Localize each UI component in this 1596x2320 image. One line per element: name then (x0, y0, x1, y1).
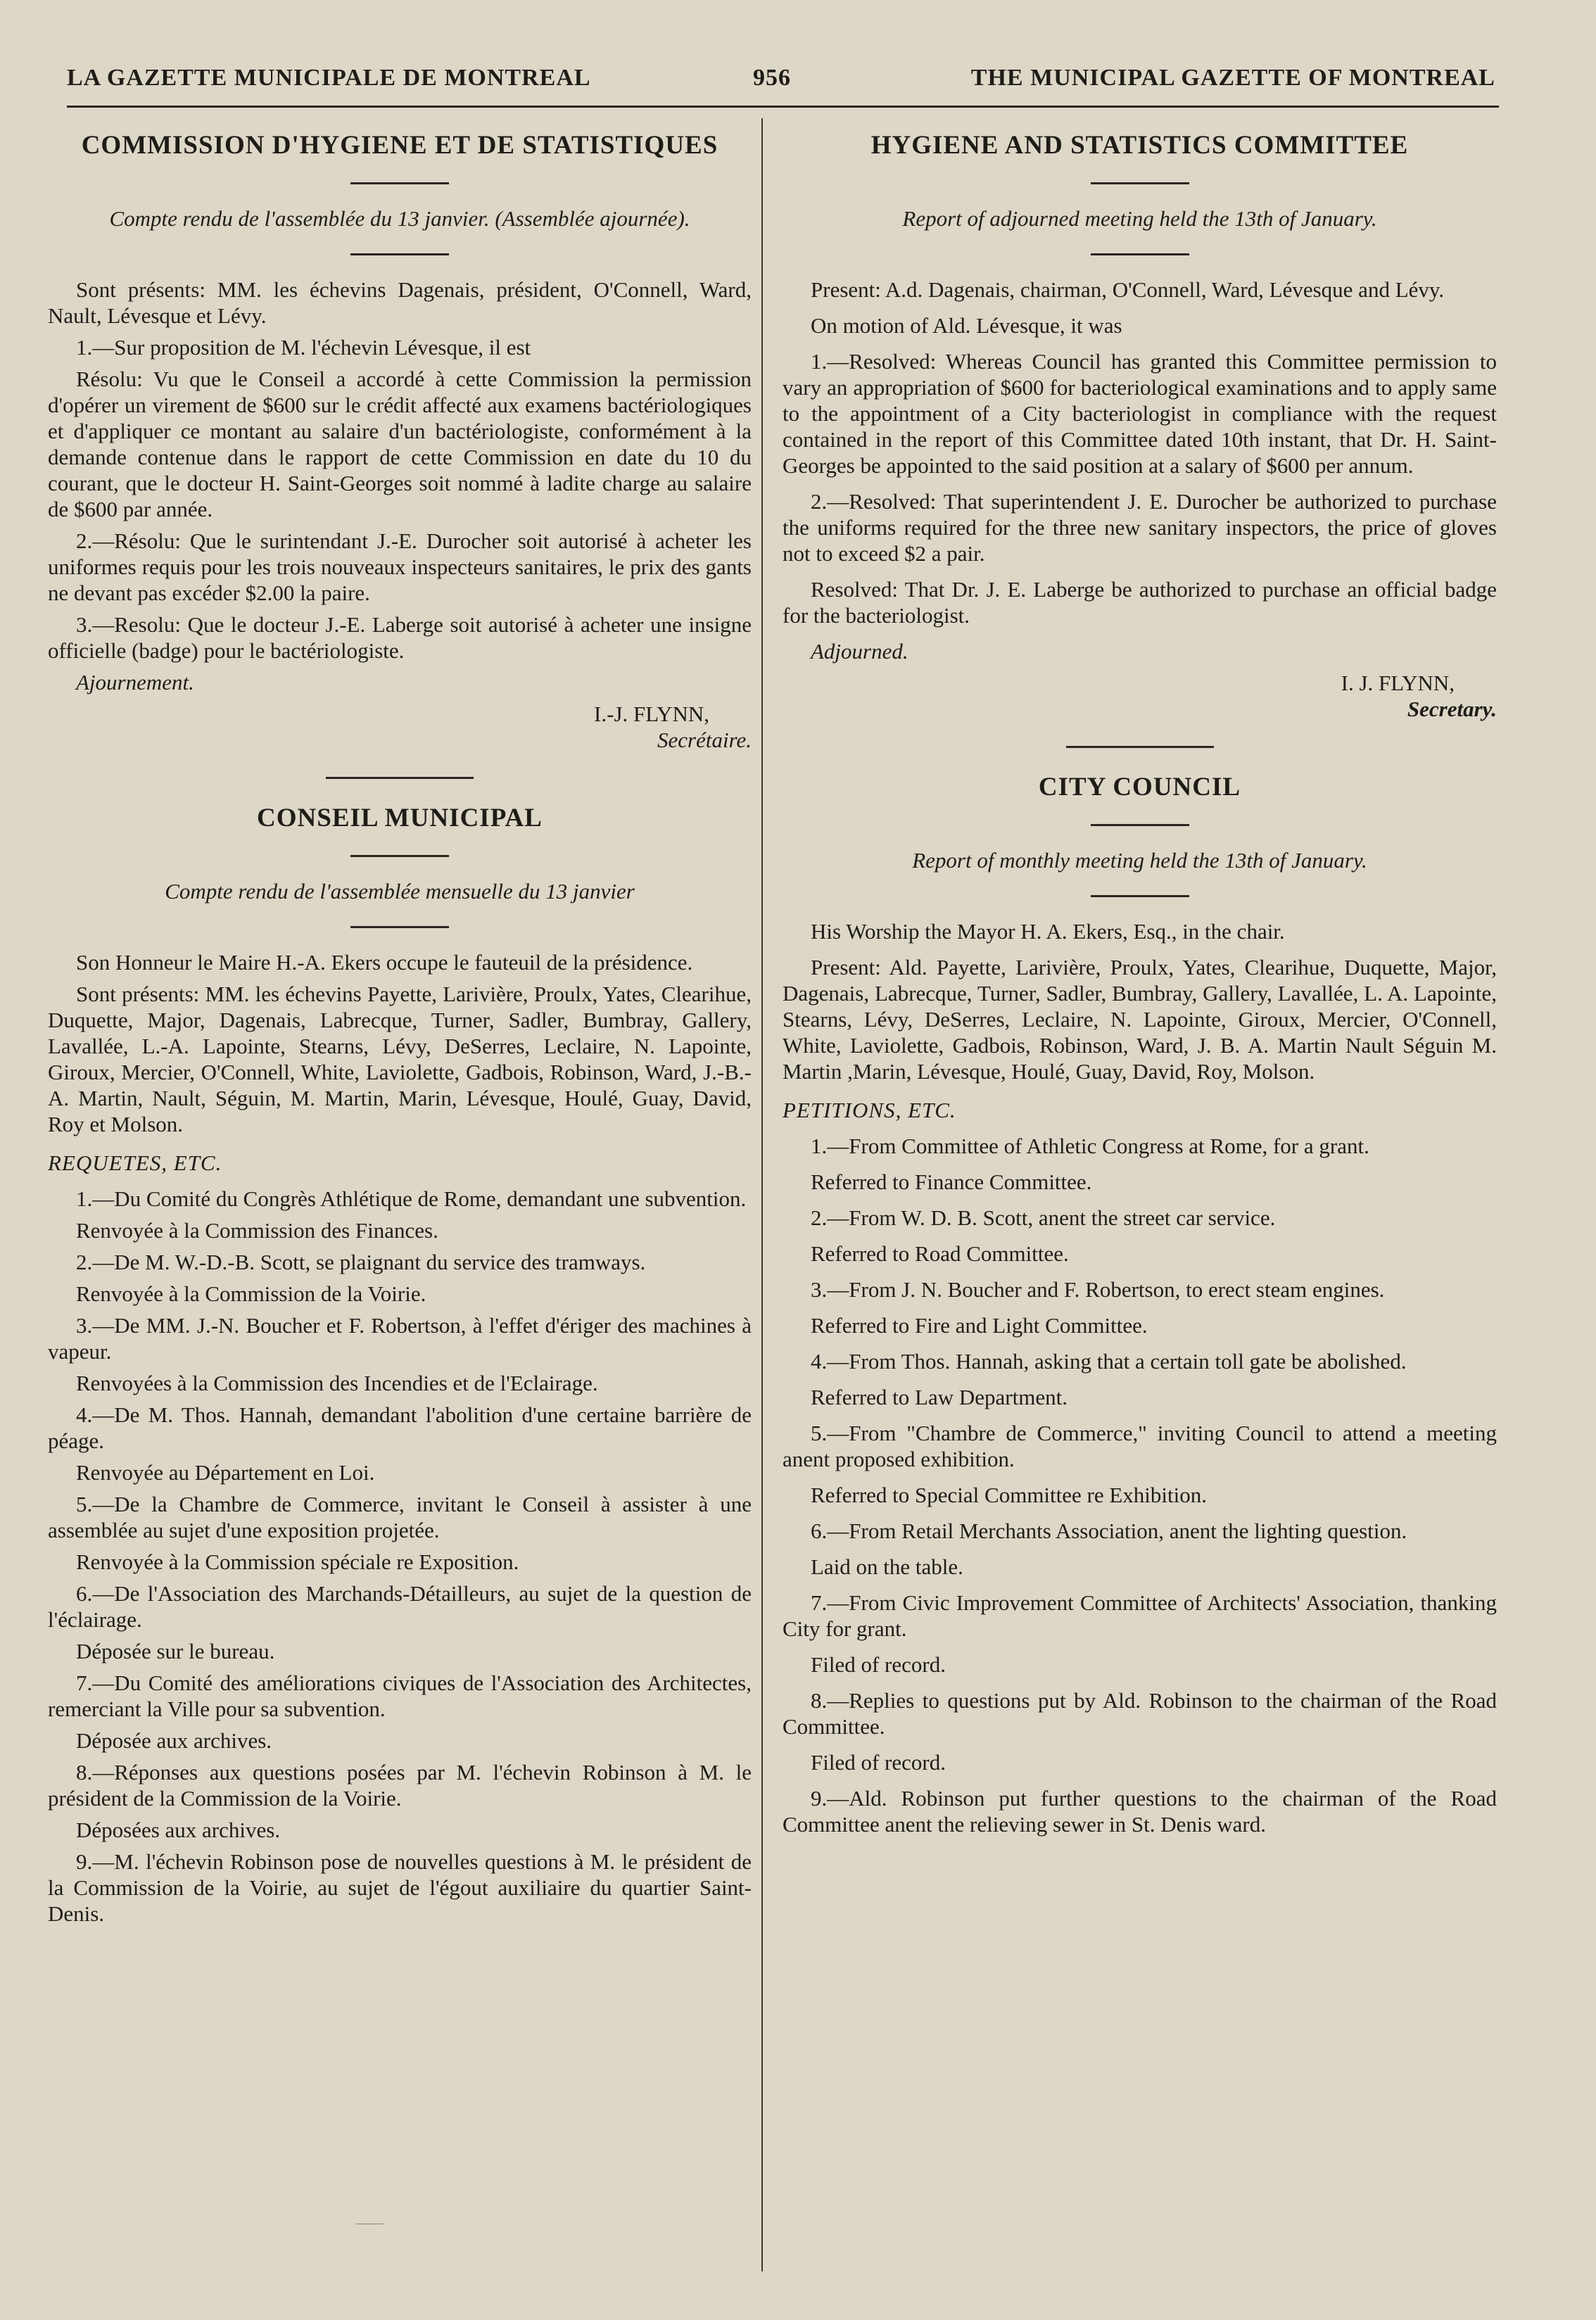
list-item: 1.—Du Comité du Congrès Athlétique de Rome, demandant une subvention. (76, 1186, 747, 1211)
paragraph: 1.—Resolved: Whereas Council has granted this Committee permission to vary an appropriation of $600 for bacteriological examinations and to apply same to the appointment of a City bacteriologist in compliance with the request contained in the report of this Committee dated 10th instant, that Dr. H. Saint-Georges be appointed to the said position at a salary of $600 per annum. (783, 349, 1497, 478)
paragraph: Sont présents: MM. les échevins Dagenais, président, O'Connell, Ward, Nault, Lévesque et Lévy. (48, 277, 752, 328)
section-rule (1091, 895, 1189, 897)
paragraph: On motion of Ald. Lévesque, it was (811, 313, 1122, 338)
section-rule (350, 182, 449, 184)
list-item: Referred to Road Committee. (811, 1241, 1069, 1266)
signature-title: Secrétaire. (657, 728, 752, 752)
list-item: 2.—From W. D. B. Scott, anent the street car service. (811, 1205, 1276, 1230)
list-item: 4.—De M. Thos. Hannah, demandant l'abolition d'une certaine barrière de péage. (48, 1402, 752, 1453)
section-subtitle-council-en: Report of monthly meeting held the 13th of January. (912, 848, 1367, 873)
list-item: Renvoyée au Département en Loi. (76, 1460, 375, 1485)
list-item: 9.—M. l'échevin Robinson pose de nouvelles questions à M. le président de la Commission de la Voirie, au sujet de l'égout auxiliaire du quartier Saint-Denis. (48, 1849, 752, 1926)
section-rule (1091, 824, 1189, 826)
list-item: Filed of record. (811, 1750, 946, 1775)
page-number: 956 (753, 65, 791, 91)
section-rule (350, 253, 449, 255)
paragraph: 1.—Sur proposition de M. l'échevin Lévesque, il est (76, 335, 531, 360)
list-item: Renvoyée à la Commission des Finances. (76, 1218, 438, 1243)
subsection-heading: PETITIONS, ETC. (783, 1098, 956, 1122)
list-item: 3.—De MM. J.-N. Boucher et F. Robertson, à l'effet d'ériger des machines à vapeur. (48, 1313, 752, 1364)
list-item: 4.—From Thos. Hannah, asking that a certain toll gate be abolished. (811, 1349, 1407, 1374)
list-item: 9.—Ald. Robinson put further questions to the chairman of the Road Committee anent the relieving sewer in St. Denis ward. (783, 1786, 1497, 1837)
section-rule (1091, 182, 1189, 184)
list-item: Referred to Finance Committee. (811, 1169, 1092, 1194)
list-item: 2.—De M. W.-D.-B. Scott, se plaignant du service des tramways. (76, 1250, 646, 1274)
adjournment-note: Ajournement. (76, 670, 194, 695)
paragraph: His Worship the Mayor H. A. Ekers, Esq., in the chair. (811, 919, 1285, 944)
section-title-council-fr: CONSEIL MUNICIPAL (257, 804, 543, 832)
section-separator (1066, 746, 1214, 748)
list-item: Renvoyées à la Commission des Incendies et de l'Eclairage. (76, 1371, 598, 1395)
list-item: Referred to Special Committee re Exhibition. (811, 1483, 1208, 1507)
paragraph: 2.—Résolu: Que le surintendant J.-E. Durocher soit autorisé à acheter les uniformes requis pour les trois nouveaux inspecteurs sanitaires, le prix des gants ne devant pas excéder $2.00 la paire. (48, 528, 752, 605)
header-french-title: LA GAZETTE MUNICIPALE DE MONTREAL (67, 65, 591, 91)
section-separator (326, 777, 474, 779)
paragraph: Son Honneur le Maire H.-A. Ekers occupe le fauteuil de la présidence. (76, 950, 693, 975)
adjournment-note: Adjourned. (811, 639, 908, 664)
signature-title: Secretary. (1407, 697, 1497, 721)
section-rule (1091, 253, 1189, 255)
section-subtitle-hygiene-fr: Compte rendu de l'assemblée du 13 janvier. (Assemblée ajournée). (109, 206, 690, 231)
signature-name: I. J. FLYNN, (1341, 671, 1455, 695)
header-english-title: THE MUNICIPAL GAZETTE OF MONTREAL (970, 65, 1495, 91)
section-title-hygiene-fr: COMMISSION D'HYGIENE ET DE STATISTIQUES (81, 131, 718, 160)
list-item: Déposée aux archives. (76, 1728, 272, 1753)
signature-name: I.-J. FLYNN, (594, 702, 709, 726)
paragraph: 2.—Resolved: That superintendent J. E. Durocher be authorized to purchase the uniforms required for the three new sanitary inspectors, the price of gloves not to exceed $2 a pair. (783, 489, 1497, 566)
list-item: 8.—Réponses aux questions posées par M. l'échevin Robinson à M. le président de la Commission de la Voirie. (48, 1760, 752, 1811)
list-item: 3.—From J. N. Boucher and F. Robertson, to erect steam engines. (811, 1277, 1385, 1302)
list-item: Referred to Fire and Light Committee. (811, 1313, 1148, 1338)
paragraph: Resolved: That Dr. J. E. Laberge be authorized to purchase an official badge for the bacteriologist. (783, 577, 1497, 628)
paragraph: 3.—Resolu: Que le docteur J.-E. Laberge soit autorisé à acheter une insigne officielle (badge) pour le bactériologiste. (48, 612, 752, 663)
subsection-heading: REQUETES, ETC. (48, 1151, 222, 1175)
english-column (783, 130, 1497, 1847)
list-item: Filed of record. (811, 1652, 946, 1677)
section-rule (350, 926, 449, 928)
section-subtitle-hygiene-en: Report of adjourned meeting held the 13th of January. (902, 206, 1377, 231)
section-title-council-en: CITY COUNCIL (1038, 773, 1241, 801)
header-rule (67, 106, 1499, 108)
list-item: 5.—De la Chambre de Commerce, invitant le Conseil à assister à une assemblée au sujet d'une exposition projetée. (48, 1492, 752, 1542)
column-divider (761, 118, 763, 2271)
french-column (48, 130, 752, 1932)
list-item: 1.—From Committee of Athletic Congress at Rome, for a grant. (811, 1134, 1369, 1158)
list-item: 7.—Du Comité des améliorations civiques de l'Association des Architectes, remerciant la Ville pour sa subvention. (48, 1671, 752, 1721)
section-subtitle-council-fr: Compte rendu de l'assemblée mensuelle du 13 janvier (165, 879, 635, 904)
paragraph: Sont présents: MM. les échevins Payette, Larivière, Proulx, Yates, Clearihue, Duquette, Major, Dagenais, Labrecque, Turner, Sadler, Bumbray, Gallery, Lavallée, L.-A. Lapointe, Stearns, Lévy, DeSerres, Leclaire, N. Lapointe, Giroux, Mercier, O'Connell, White, Laviolette, Gadbois, Robinson, Ward, J.-B.-A. Martin, Nault, Séguin, M. Martin, Marin, Lévesque, Houlé, Guay, David, Roy et Molson. (48, 982, 752, 1136)
section-title-hygiene-en: HYGIENE AND STATISTICS COMMITTEE (870, 131, 1409, 160)
section-rule (350, 855, 449, 857)
running-header (67, 65, 1495, 100)
list-item: Déposée sur le bureau. (76, 1639, 275, 1663)
paragraph: Résolu: Vu que le Conseil a accordé à cette Commission la permission d'opérer un virement de $600 sur le crédit affecté aux examens bactériologiques et d'appliquer ce montant au salaire d'un bactériologiste, conformément à la demande contenue dans le rapport de cette Commission en date du 10 du courant, que le docteur H. Saint-Georges soit nommé à ladite charge au salaire de $600 par année. (48, 367, 752, 521)
list-item: Renvoyée à la Commission spéciale re Exposition. (76, 1549, 519, 1574)
list-item: Referred to Law Department. (811, 1385, 1068, 1409)
list-item: Renvoyée à la Commission de la Voirie. (76, 1281, 426, 1306)
paragraph: Present: A.d. Dagenais, chairman, O'Connell, Ward, Lévesque and Lévy. (811, 277, 1445, 302)
list-item: Laid on the table. (811, 1554, 963, 1579)
list-item: 5.—From "Chambre de Commerce," inviting Council to attend a meeting anent proposed exhibition. (783, 1421, 1497, 1471)
list-item: 6.—From Retail Merchants Association, anent the lighting question. (811, 1519, 1407, 1543)
list-item: Déposées aux archives. (76, 1818, 281, 1842)
list-item: 6.—De l'Association des Marchands-Détailleurs, au sujet de la question de l'éclairage. (48, 1581, 752, 1632)
list-item: 7.—From Civic Improvement Committee of Architects' Association, thanking City for grant. (783, 1590, 1497, 1641)
list-item: 8.—Replies to questions put by Ald. Robinson to the chairman of the Road Committee. (783, 1688, 1497, 1739)
paragraph: Present: Ald. Payette, Larivière, Proulx, Yates, Clearihue, Duquette, Major, Dagenais, Labrecque, Turner, Sadler, Bumbray, Gallery, Lavallée, L. A. Lapointe, Stearns, Lévy, DeSerres, Leclaire, N. Lapointe, Giroux, Mercier, O'Connell, White, Laviolette, Gadbois, Robinson, Ward, J. B. A. Martin Nault Séguin M. Martin ,Marin, Lévesque, Houlé, Guay, David, Roy, Molson. (783, 955, 1497, 1084)
